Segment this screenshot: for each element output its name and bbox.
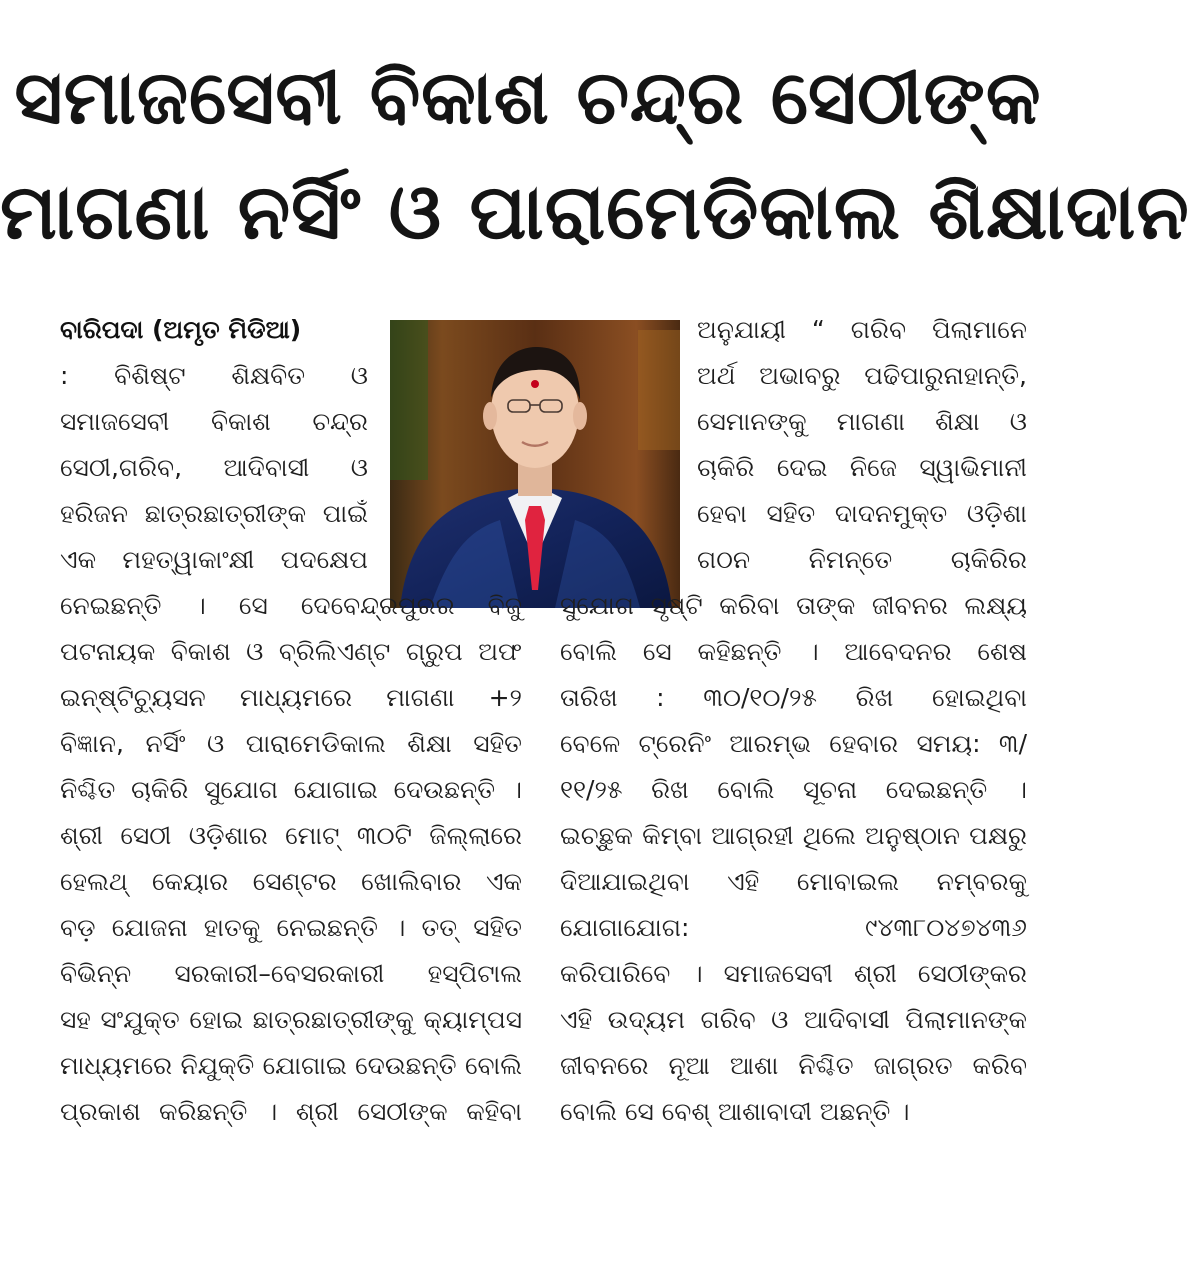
right-line-2: ଅର୍ଥ ଅଭାବରୁ ପଢିପାରୁନାହାନ୍ତି, xyxy=(697,361,1027,390)
left-line-2: ସମାଜସେବୀ ବିକାଶ ଚନ୍ଦ୍ର xyxy=(60,407,368,436)
right-line-9: ତାରିଖ : ୩୦/୧୦/୨୫ ରିଖ ହୋଇଥିବା xyxy=(560,683,1027,712)
left-line-15: ସହ ସଂଯୁକ୍ତ ହୋଇ ଛାତ୍ରଛାତ୍ରୀଙ୍କୁ କ୍ୟାମ୍ପସ xyxy=(60,1005,522,1034)
left-line-3: ସେଠୀ,ଗରିବ, ଆଦିବାସୀ ଓ xyxy=(60,453,368,482)
right-line-5: ହେବା ସହିତ ଦାଦନମୁକ୍ତ ଓଡ଼ିଶା xyxy=(697,499,1027,528)
right-line-7: ସୁଯୋଗ ସୃଷ୍ଟି କରିବା ତାଙ୍କ ଜୀବନର ଲକ୍ଷ୍ୟ xyxy=(560,591,1027,620)
left-line-8: ଇନ୍‌ଷ୍ଟିଚ୍ୟୁସନ ମାଧ୍ୟମରେ ମାଗଣା +୨ xyxy=(60,683,522,712)
portrait-photo xyxy=(390,320,680,608)
right-line-17: ଜୀବନରେ ନୂଆ ଆଶା ନିଶ୍ଚିତ ଜାଗ୍ରତ କରିବ xyxy=(560,1051,1027,1080)
right-line-12: ଇଚ୍ଛୁକ କିମ୍ବା ଆଗ୍ରହୀ ଥିଲେ ଅନୁଷ୍ଠାନ ପକ୍ଷରୁ xyxy=(560,821,1027,850)
right-line-10: ବେଳେ ଟ୍ରେନିଂ ଆରମ୍ଭ ହେବାର ସମୟ: ୩/ xyxy=(560,729,1027,758)
left-line-17: ପ୍ରକାଶ କରିଛନ୍ତି । ଶ୍ରୀ ସେଠୀଙ୍କ କହିବା xyxy=(60,1097,522,1126)
right-line-1: ଅନୁଯାୟୀ “ ଗରିବ ପିଲାମାନେ xyxy=(697,315,1027,344)
left-line-13: ବଡ଼ ଯୋଜନା ହାତକୁ ନେଇଛନ୍ତି । ତତ୍ ସହିତ xyxy=(60,913,522,942)
left-line-7: ପଟନାୟକ ବିକାଶ ଓ ବ୍ରିଲିଏଣ୍ଟ ଗ୍ରୁପ ଅଫ xyxy=(60,637,522,666)
left-line-1: : ବିଶିଷ୍ଟ ଶିକ୍ଷବିତ ଓ xyxy=(60,361,368,390)
headline-line-1: ସମାଜସେବୀ ବିକାଶ ଚନ୍ଦ୍ର ସେଠୀଙ୍କ xyxy=(14,55,1042,141)
left-line-14: ବିଭିନ୍ନ ସରକାରୀ–ବେସରକାରୀ ହସ୍ପିଟାଲ xyxy=(60,959,522,988)
right-line-6: ଗଠନ ନିମନ୍ତେ ଚାକିରିର xyxy=(697,545,1027,574)
right-line-3: ସେମାନଙ୍କୁ ମାଗଣା ଶିକ୍ଷା ଓ xyxy=(697,407,1027,436)
portrait-illustration xyxy=(390,320,680,608)
right-line-18: ବୋଲି ସେ ବେଶ୍ ଆଶାବାଦୀ ଅଛନ୍ତି । xyxy=(560,1097,910,1126)
right-line-13: ଦିଆଯାଇଥିବା ଏହି ମୋବାଇଲ ନମ୍ବରକୁ xyxy=(560,867,1027,896)
dateline: ବାରିପଦା (ଅମୃତ ମିଡିଆ) xyxy=(60,315,302,344)
right-line-8: ବୋଲି ସେ କହିଛନ୍ତି । ଆବେଦନର ଶେଷ xyxy=(560,637,1027,666)
right-line-16: ଏହି ଉଦ୍ୟମ ଗରିବ ଓ ଆଦିବାସୀ ପିଲାମାନଙ୍କ xyxy=(560,1005,1027,1034)
right-line-11: ୧୧/୨୫ ରିଖ ବୋଲି ସୂଚନା ଦେଇଛନ୍ତି । xyxy=(560,775,1027,804)
left-line-10: ନିଶ୍ଚିତ ଚାକିରି ସୁଯୋଗ ଯୋଗାଇ ଦେଉଛନ୍ତି । xyxy=(60,775,522,804)
right-line-15: କରିପାରିବେ । ସମାଜସେବୀ ଶ୍ରୀ ସେଠୀଙ୍କର xyxy=(560,959,1027,988)
right-line-4: ଚାକିରି ଦେଇ ନିଜେ ସ୍ୱାଭିମାନୀ xyxy=(697,453,1027,482)
right-line-14: ଯୋଗାଯୋଗ: ୯୪୩୮୦୪୭୪୩୬ xyxy=(560,913,1027,942)
left-line-16: ମାଧ୍ୟମରେ ନିଯୁକ୍ତି ଯୋଗାଇ ଦେଉଛନ୍ତି ବୋଲି xyxy=(60,1051,522,1080)
left-line-12: ହେଲଥ୍ କେୟାର ସେଣ୍ଟର ଖୋଲିବାର ଏକ xyxy=(60,867,522,896)
left-line-11: ଶ୍ରୀ ସେଠୀ ଓଡ଼ିଶାର ମୋଟ୍ ୩୦ଟି ଜିଲ୍ଲାରେ xyxy=(60,821,522,850)
left-line-6: ନେଇଛନ୍ତି । ସେ ଦେବେନ୍ଦ୍ରପୁରର ବିଜୁ xyxy=(60,591,522,620)
left-line-9: ବିଜ୍ଞାନ, ନର୍ସିଂ ଓ ପାରାମେଡିକାଲ ଶିକ୍ଷା ସହିତ xyxy=(60,729,522,758)
headline-line-2: ମାଗଣା ନର୍ସିଂ ଓ ପାରାମେଡିକାଲ ଶିକ୍ଷାଦାନ xyxy=(0,167,1190,256)
left-line-4: ହରିଜନ ଛାତ୍ରଛାତ୍ରୀଙ୍କ ପାଇଁ xyxy=(60,499,368,528)
left-line-5: ଏକ ମହତ୍ୱାକାଂକ୍ଷୀ ପଦକ୍ଷେପ xyxy=(60,545,368,574)
